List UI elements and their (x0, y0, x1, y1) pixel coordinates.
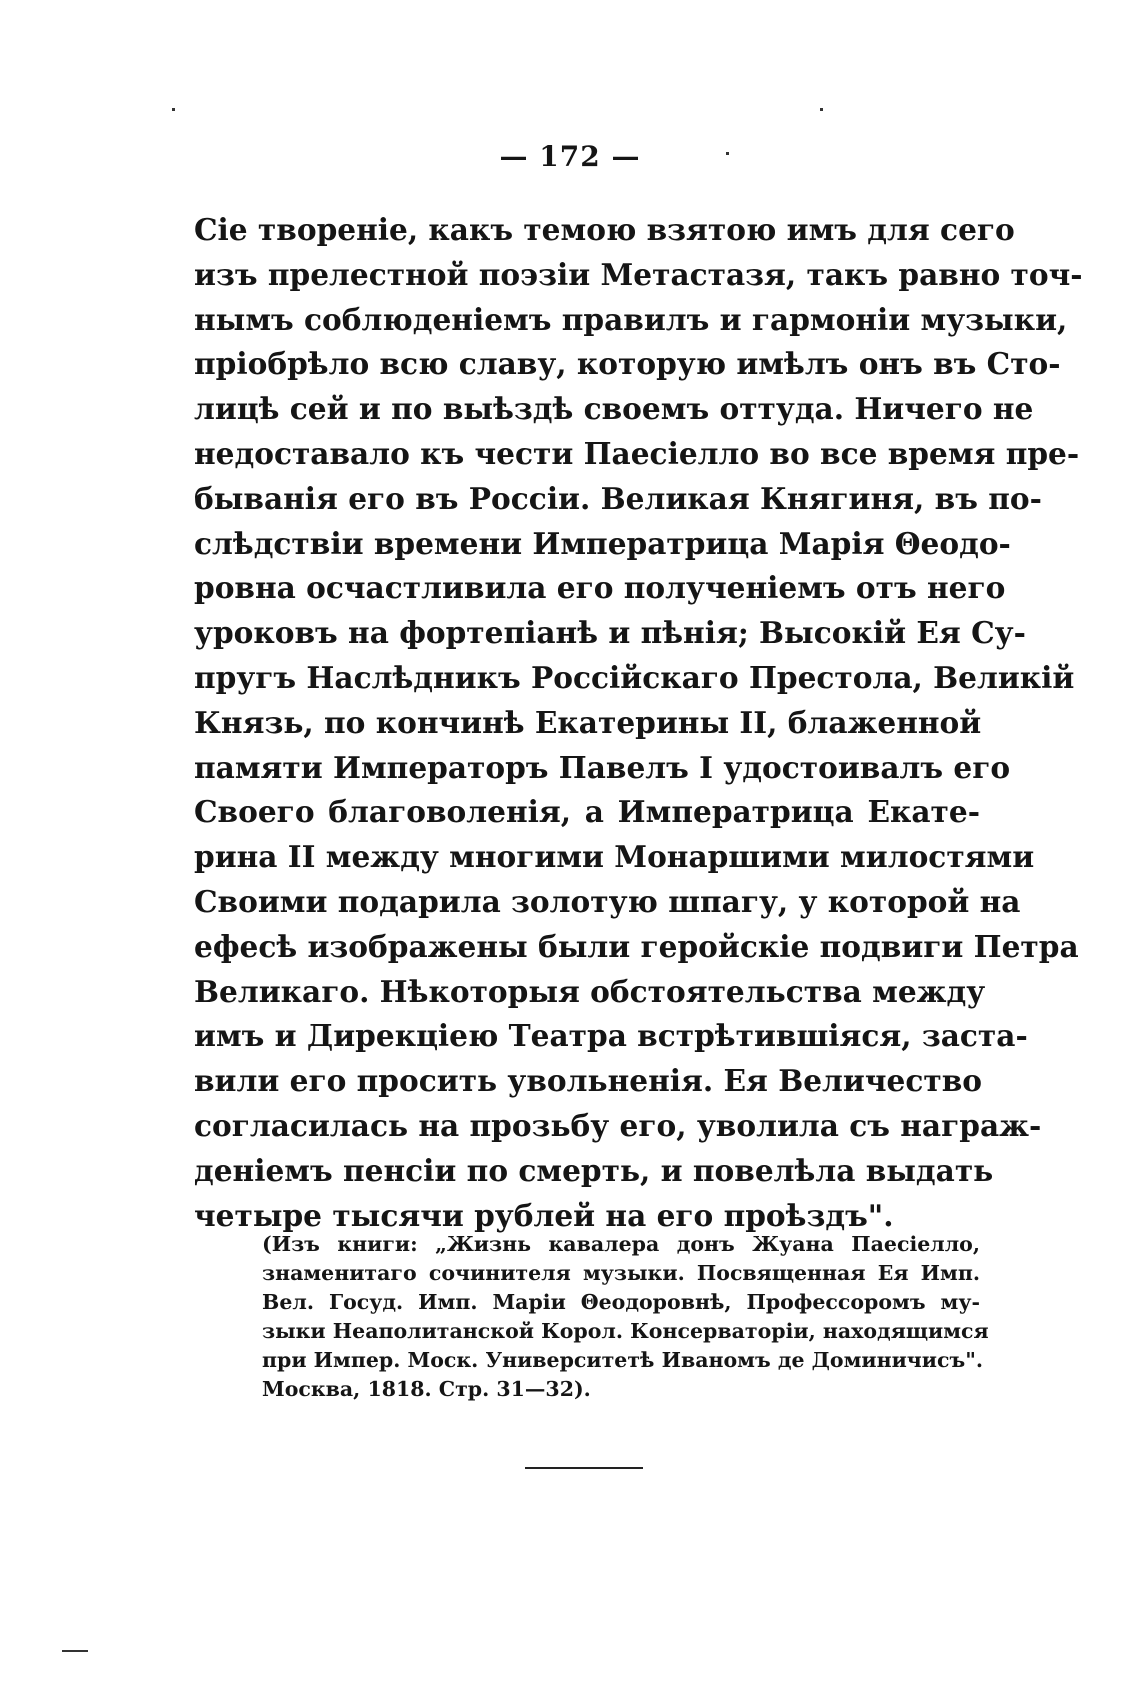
body-line: прiобрѣло всю славу, которую имѣлъ онъ въ Сто- (194, 346, 1061, 382)
body-line: согласилась на прозьбу его, уволила съ награж- (194, 1107, 1042, 1143)
body-line: нымъ соблюденiемъ правилъ и гармонiи музыки, (194, 301, 1068, 337)
body-text (194, 208, 1083, 1238)
body-line: ефесѣ изображены были геройскiе подвиги Петра (194, 928, 1079, 964)
source-citation (262, 1230, 989, 1404)
body-line: лицѣ сей и по выѣздѣ своемъ оттуда. Ничего не (194, 391, 1034, 427)
body-line: Своими подарила золотую шпагу, у которой на (194, 883, 1021, 919)
scan-speck (62, 1650, 88, 1652)
body-line: Великаго. Нѣкоторыя обстоятельства между (194, 973, 986, 1009)
body-line: денiемъ пенсiи по смерть, и повелѣла выдать (194, 1152, 994, 1188)
body-line: рина II между многими Монаршими милостями (194, 839, 1035, 875)
body-line: ровна осчастливила его полученiемъ отъ него (194, 570, 1006, 606)
body-line: Своего благоволенія, а Императрица Екате- (194, 794, 980, 830)
scan-speck (726, 152, 729, 155)
closing-rule (525, 1467, 643, 1469)
body-line: четыре тысячи рублей на его проѣздъ". (194, 1197, 894, 1233)
body-line: памяти Императоръ Павелъ I удостоивалъ его (194, 749, 1011, 785)
citation-line: Москва, 1818. Стр. 31—32). (262, 1377, 591, 1401)
body-line: вили его просить увольненія. Ея Величество (194, 1063, 983, 1099)
body-line: пругъ Наслѣдникъ Россiйскаго Престола, Великiй (194, 659, 1075, 695)
citation-line: Вел. Госуд. Имп. Марiи Θеодоровнѣ, Профессоромъ му- (262, 1290, 980, 1314)
body-line: имъ и Дирекцiею Театра встрѣтившiяся, заста- (194, 1018, 1028, 1054)
body-line: уроковъ на фортепiанѣ и пѣнія; Высокiй Ея Су- (194, 615, 1026, 651)
scan-speck (820, 108, 823, 111)
page-number: — 172 — (499, 140, 641, 173)
scan-speck (172, 108, 175, 111)
body-line: слѣдствiи времени Императрица Марiя Θеодо- (194, 525, 1011, 561)
citation-line: зыки Неаполитанской Корол. Консерваторiи, находящимся (262, 1319, 989, 1343)
body-line: Князь, по кончинѣ Екатерины II, блаженной (194, 704, 982, 740)
body-line: недоставало къ чести Паесiелло во все время пре- (194, 435, 1080, 471)
body-line: изъ прелестной поэзiи Метастазя, такъ равно точ- (194, 256, 1083, 292)
citation-line: (Изъ книги: „Жизнь кавалера донъ Жуана Паесiелло, (262, 1232, 980, 1256)
body-line: быванія его въ Россiи. Великая Княгиня, въ по- (194, 480, 1042, 516)
citation-line: знаменитаго сочинителя музыки. Посвященная Ея Имп. (262, 1261, 980, 1285)
body-line: Сіе творенie, какъ темою взятою имъ для сего (194, 212, 1015, 247)
citation-line: при Импер. Моск. Университетѣ Иваномъ де Доминичисъ". (262, 1348, 984, 1372)
